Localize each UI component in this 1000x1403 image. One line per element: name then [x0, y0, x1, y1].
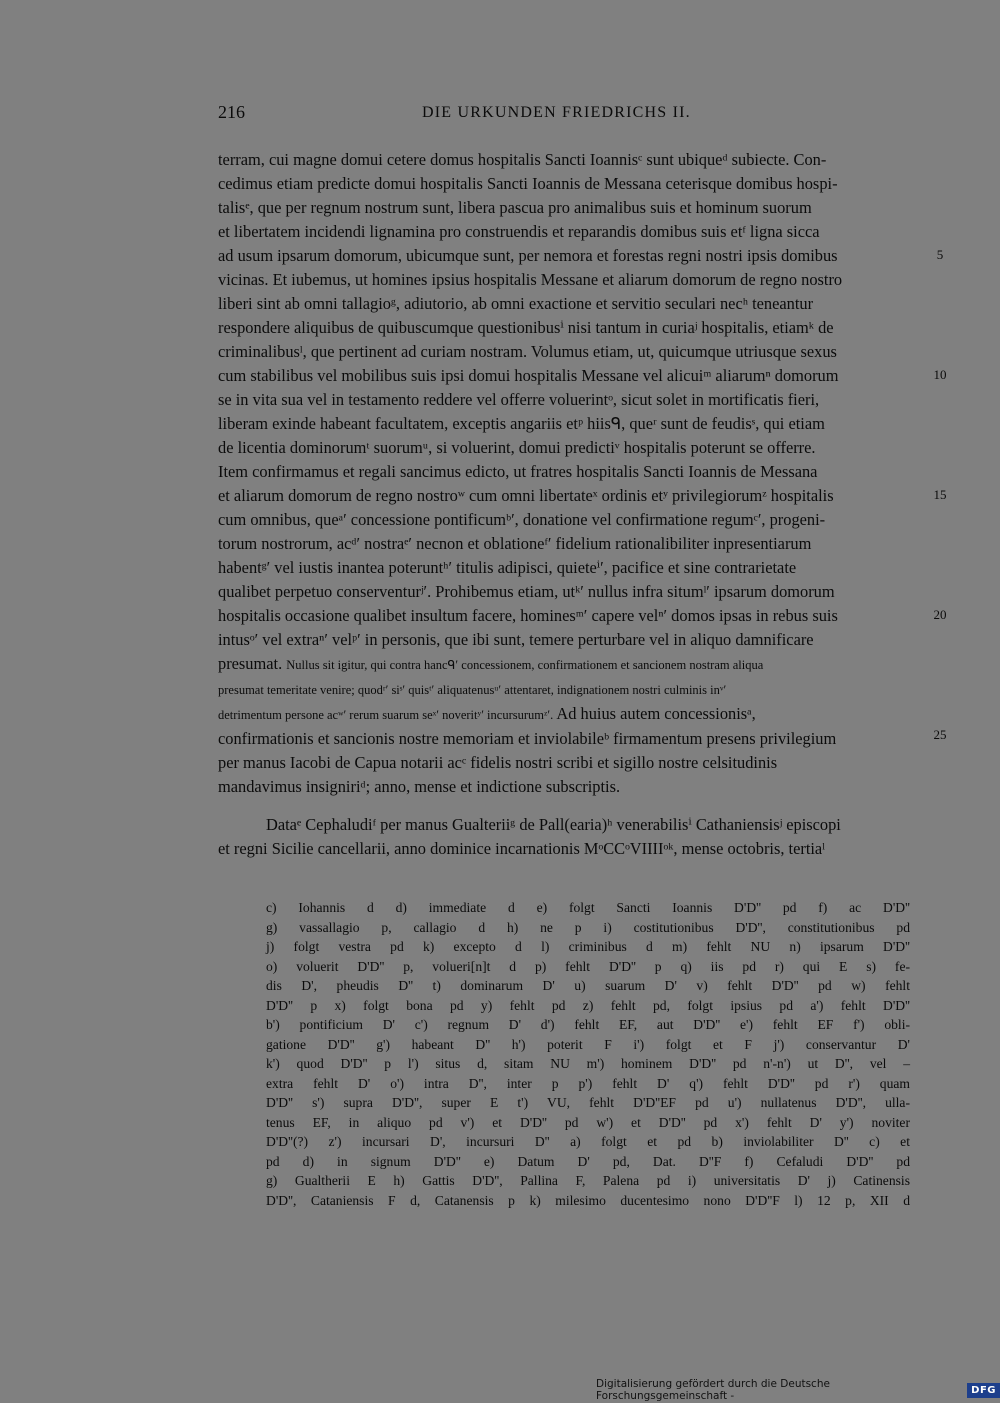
text-line: torum nostrorum, acᵈ′ nostraᵉ′ necnon et oblationeᶠ′ fidelium rationalibiliter inpresentiarum [218, 534, 812, 553]
dating-clause [218, 813, 910, 861]
text-line: criminalibusˡ, que pertinent ad curiam nostram. Volumus etiam, ut, quicumque utriusque sexus [218, 342, 837, 361]
footnote-line: c) Iohannis d d) immediate d e) folgt Sancti Ioannis D'D'' pd f) ac D'D'' [266, 900, 910, 915]
text-line: se in vita sua vel in testamento reddere vel offerre voluerintᵒ, sicut solet in mortificatis fieri, [218, 390, 820, 409]
running-head: DIE URKUNDEN FRIEDRICHS II. [422, 104, 691, 121]
text-line: et aliarum domorum de regno nostroʷ cum omni libertateˣ ordinis etʸ privilegiorumᶻ hospitalis [218, 486, 834, 505]
text-line: cedimus etiam predicte domui hospitalis Sancti Ioannis de Messana ceterisque domibus hospi- [218, 174, 838, 193]
footnote-line: D'D''(?) z') incursari D', incursuri D'' a) folgt et pd b) inviolabiliter D'' c) et [266, 1134, 910, 1149]
line-number: 10 [933, 367, 947, 382]
text-line: cum stabilibus vel mobilibus suis ipsi domui hospitalis Messane vel alicuiᵐ aliarumⁿ domorum [218, 366, 839, 385]
text-line: mandavimus insigniriᵈ; anno, mense et indictione subscriptis. [218, 777, 621, 796]
text-segment: presumat. [218, 654, 287, 673]
sanctio-segment: Nullus sit igitur, qui contra hancᑫ′ concessionem, confirmationem et sancionem nostram aliqua [286, 658, 764, 672]
critical-apparatus [266, 898, 910, 1210]
charter-text [218, 148, 910, 861]
footnote-line: b') pontificium D' c') regnum D' d') fehlt EF, aut D'D'' e') fehlt EF f') obli- [266, 1017, 910, 1032]
text-line [218, 652, 910, 677]
footnote-line: g) Gualtherii E h) Gattis D'D'', Pallina F, Palena pd i) universitatis D' j) Catinensis [266, 1173, 910, 1188]
text-line [218, 677, 910, 702]
funding-footer [596, 1380, 1000, 1400]
sanctio-segment: presumat temeritate venire; quodʳ′ siˢ′ quisᵗ′ aliquatenusᵘ′ attentaret, indignationem nostri culminis inᵛ′ [218, 683, 727, 697]
text-line: cum omnibus, queᵃ′ concessione pontificumᵇ′, donatione vel confirmatione regumᶜ′, progeni- [218, 510, 826, 529]
footnote-line: dis D', pheudis D'' t) dominarum D' u) suarum D' v) fehlt D'D'' pd w) fehlt [266, 978, 910, 993]
page-number: 216 [218, 102, 245, 122]
text-line: et libertatem incidendi lignamina pro construendis et reparandis domibus suis etᶠ ligna sicca [218, 222, 820, 241]
text-line: terram, cui magne domui cetere domus hospitalis Sancti Ioannisᶜ sunt ubiqueᵈ subiecte. Con- [218, 150, 827, 169]
text-line: ad usum ipsarum domorum, ubicumque sunt, per nemora et forestas regni nostri ipsis domibus [218, 246, 838, 265]
footnote-line: D'D'', Cataniensis F d, Catanensis p k) milesimo ducentesimo nono D'D''F l) 12 p, XII d [266, 1192, 910, 1208]
footnote-line: g) vassallagio p, callagio d h) ne p i) costitutionibus D'D'', constitutionibus pd [266, 919, 910, 935]
footnote-line: tenus EF, in aliquo pd v') et D'D'' pd w') et D'D'' pd x') fehlt D' y') noviter [266, 1114, 910, 1130]
text-segment: Ad huius autem concessionisᵃ, [556, 704, 756, 723]
text-line: liberam exinde habeant facultatem, exceptis angariis etᵖ hiisᑫ, queʳ sunt de feudisˢ, qui etiam [218, 414, 825, 433]
footnote-line: j) folgt vestra pd k) excepto d l) criminibus d m) fehlt NU n) ipsarum D'D'' [266, 939, 910, 954]
text-line [218, 702, 910, 727]
footnote-line: o) voluerit D'D'' p, volueri[n]t d p) fehlt D'D'' p q) iis pd r) qui E s) fe- [266, 958, 910, 974]
dating-line: et regni Sicilie cancellarii, anno dominice incarnationis MᵒCCᵒVIIIIᵒᵏ, mense octobris, tertiaˡ [218, 839, 825, 858]
footnote-line: D'D'' p x) folgt bona pd y) fehlt pd z) fehlt pd, folgt ipsius pd a') fehlt D'D'' [266, 997, 910, 1013]
text-line: de licentia dominorumᵗ suorumᵘ, si voluerint, domui predictiᵛ hospitalis poterunt se offerre. [218, 438, 816, 457]
footnote-line: pd d) in signum D'D'' e) Datum D' pd, Dat. D''F f) Cefaludi D'D'' pd [266, 1153, 910, 1169]
footnote-line: D'D'' s') supra D'D'', super E t') VU, fehlt D'D''EF pd u') nullatenus D'D'', ulla- [266, 1095, 910, 1110]
text-line: hospitalis occasione qualibet insultum facere, hominesᵐ′ capere velⁿ′ domos ipsas in rebus suis [218, 606, 838, 625]
text-line: qualibet perpetuo conserventurʲ′. Prohibemus etiam, utᵏ′ nullus infra situmˡ′ ipsarum domorum [218, 582, 835, 601]
text-line: habentᵍ′ vel iustis inantea poteruntʰ′ titulis adipisci, quieteⁱ′, pacifice et sine contrarietate [218, 558, 797, 577]
dating-line: Dataᵉ Cephaludiᶠ per manus Gualteriiᵍ de Pall(earia)ʰ venerabilisⁱ Cathaniensisʲ episcopi [266, 815, 841, 834]
line-number: 20 [933, 607, 947, 622]
sanctio-segment: detrimentum persone acʷ′ rerum suarum seˣ′ noveritʸ′ incursurumᶻ′. [218, 708, 557, 722]
dfg-logo: DFG [967, 1383, 1000, 1398]
text-line: respondere aliquibus de quibuscumque questionibusⁱ nisi tantum in curiaʲ hospitalis, etiamᵏ de [218, 318, 834, 337]
footnote-line: extra fehlt D' o') intra D'', inter p p') fehlt D' q') fehlt D'D'' pd r') quam [266, 1075, 910, 1091]
text-line: confirmationis et sancionis nostre memoriam et inviolabileᵇ firmamentum presens privilegium [218, 729, 837, 748]
line-number: 25 [933, 727, 947, 742]
text-line: intusᵒ′ vel extraⁿ′ velᵖ′ in personis, que ibi sunt, temere perturbare vel in aliquo damnificare [218, 630, 814, 649]
footnote-line: k') quod D'D'' p l') situs d, sitam NU m') hominem D'D'' pd n'-n') ut D'', vel – [266, 1056, 910, 1071]
funding-text: Digitalisierung gefördert durch die Deutsche Forschungsgemeinschaft - [596, 1378, 830, 1402]
charter-paragraph [218, 148, 910, 799]
text-line: per manus Iacobi de Capua notarii acᶜ fidelis nostri scribi et sigillo nostre celsitudinis [218, 753, 778, 772]
line-number: 15 [933, 487, 947, 502]
footnote-line: gatione D'D'' g') habeant D'' h') poterit F i') folgt et F j') conservantur D' [266, 1036, 910, 1052]
text-line: liberi sint ab omni tallagioᵍ, adiutorio, ab omni exactione et servitio seculari necʰ teneantur [218, 294, 814, 313]
text-line: vicinas. Et iubemus, ut homines ipsius hospitalis Messane et aliarum domorum de regno nostro [218, 270, 843, 289]
line-number: 5 [936, 247, 944, 262]
text-line: talisᵉ, que per regnum nostrum sunt, libera pascua pro animalibus suis et hominum suorum [218, 198, 812, 217]
text-line: Item confirmamus et regali sancimus edicto, ut fratres hospitalis Sancti Ioannis de Messana [218, 462, 818, 481]
